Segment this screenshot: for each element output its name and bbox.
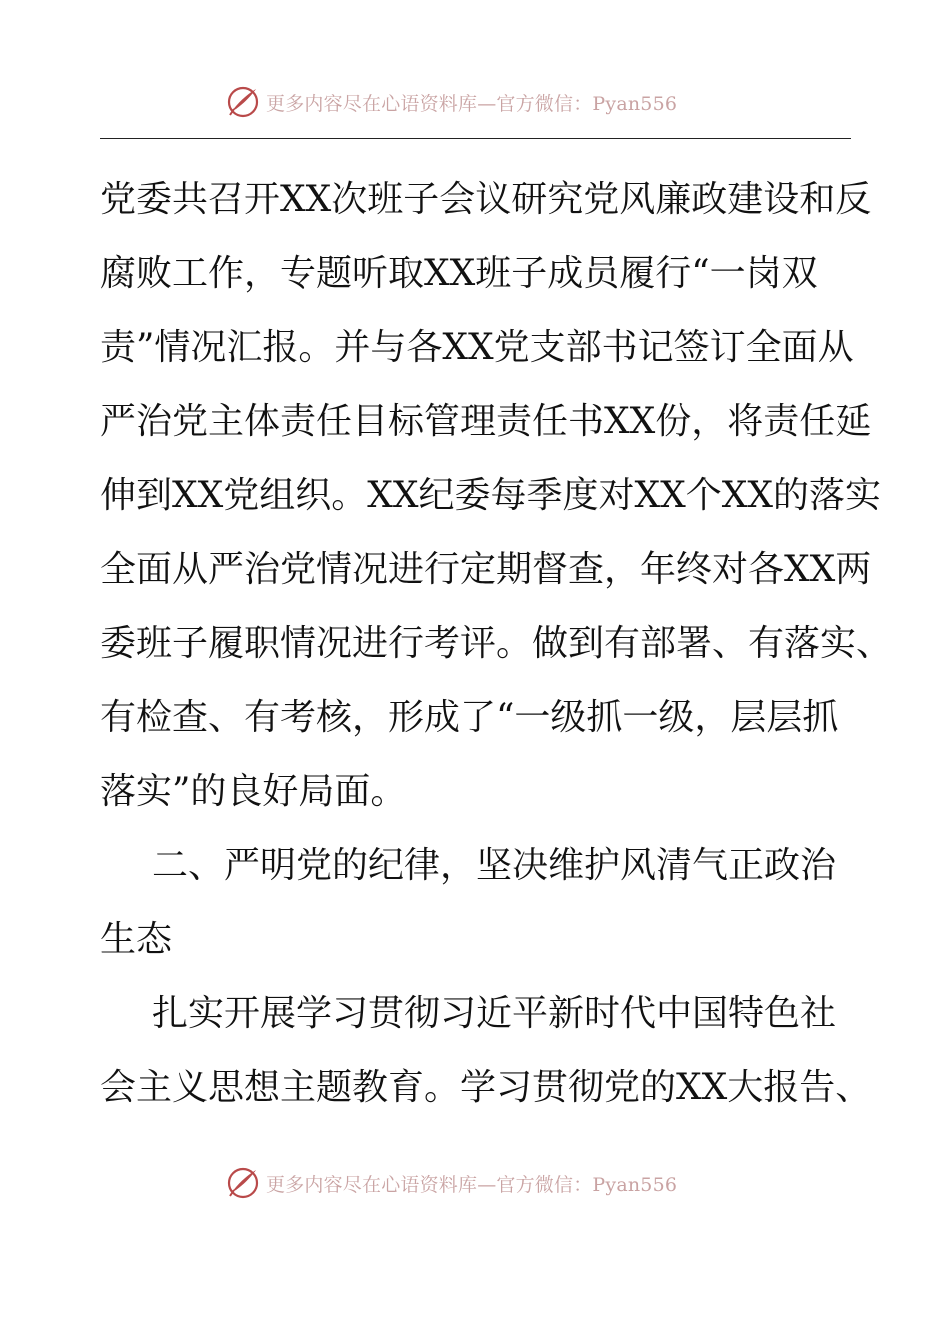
body-line: 腐败工作，专题听取XX班子成员履行“一岗双 [100,253,818,294]
header-banner-text [266,89,677,116]
body-line: 会主义思想主题教育。学习贯彻党的XX大报告、 [100,1067,872,1108]
footer-contact-label: 官方微信： [496,1173,593,1196]
header-contact-label: 官方微信： [496,92,593,115]
header-contact-id: Pyan556 [592,92,678,115]
footer-watermark-banner [226,1163,677,1203]
body-line: 责”情况汇报。并与各XX党支部书记签订全面从 [100,327,854,368]
header-dash: — [477,92,497,115]
quill-logo-icon [226,1166,260,1200]
document-body [100,163,893,1125]
footer-dash: — [477,1173,497,1196]
header-watermark-banner [226,82,677,122]
body-line: 委班子履职情况进行考评。做到有部署、有落实、 [100,623,893,664]
header-divider [100,138,851,139]
body-line: 有检查、有考核，形成了“一级抓一级，层层抓 [100,697,839,738]
footer-banner-text [266,1170,677,1197]
body-line: 全面从严治党情况进行定期督查，年终对各XX两 [100,549,872,590]
header-site-name: 更多内容尽在心语资料库 [266,92,478,115]
footer-site-name: 更多内容尽在心语资料库 [266,1173,478,1196]
body-line: 伸到XX党组织。XX纪委每季度对XX个XX的落实 [100,475,882,516]
section-heading-line: 生态 [100,919,173,960]
quill-logo-icon [226,85,260,119]
body-line: 落实”的良好局面。 [100,771,407,812]
body-line: 扎实开展学习贯彻习近平新时代中国特色社 [152,993,837,1034]
footer-contact-id: Pyan556 [592,1173,678,1196]
body-line: 党委共召开XX次班子会议研究党风廉政建设和反 [100,179,872,220]
section-heading-line: 二、严明党的纪律，坚决维护风清气正政治 [152,845,837,886]
body-line: 严治党主体责任目标管理责任书XX份，将责任延 [100,401,872,442]
